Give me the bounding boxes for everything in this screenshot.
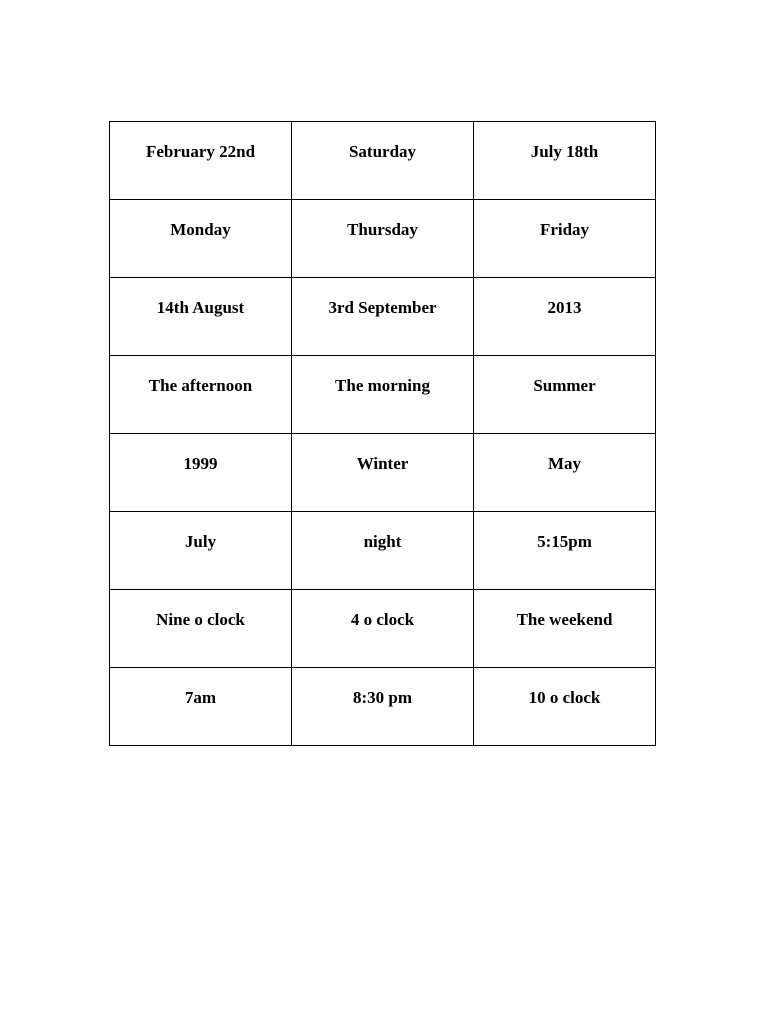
time-expressions-table bbox=[109, 121, 656, 746]
table-row bbox=[110, 590, 656, 668]
table-cell bbox=[474, 122, 656, 200]
table-cell bbox=[474, 512, 656, 590]
cell-text: July bbox=[184, 532, 217, 551]
table-cell bbox=[292, 668, 474, 746]
table-cell bbox=[110, 278, 292, 356]
table-cell bbox=[110, 356, 292, 434]
cell-text: May bbox=[547, 454, 582, 473]
cell-text: 8:30 pm bbox=[352, 688, 413, 707]
cell-text: 10 o clock bbox=[528, 688, 601, 707]
table-cell bbox=[292, 122, 474, 200]
cell-text: Winter bbox=[356, 454, 409, 473]
cell-text: Monday bbox=[170, 220, 231, 239]
cell-text: Nine o clock bbox=[156, 610, 245, 629]
table-cell bbox=[110, 668, 292, 746]
cell-text: February 22nd bbox=[145, 142, 256, 161]
table-row bbox=[110, 512, 656, 590]
table-cell bbox=[474, 668, 656, 746]
table-row bbox=[110, 278, 656, 356]
cell-text: Thursday bbox=[347, 220, 418, 239]
table-cell bbox=[292, 590, 474, 668]
cell-text: The weekend bbox=[516, 610, 613, 629]
table-cell bbox=[110, 434, 292, 512]
table-row bbox=[110, 356, 656, 434]
cell-text: 5:15pm bbox=[537, 532, 592, 551]
table-cell bbox=[292, 356, 474, 434]
cell-text: 2013 bbox=[547, 298, 582, 317]
table-cell bbox=[292, 434, 474, 512]
cell-text: 1999 bbox=[183, 454, 218, 473]
table-cell bbox=[474, 200, 656, 278]
cell-text: 3rd September bbox=[328, 298, 437, 317]
cell-text: The morning bbox=[335, 376, 430, 395]
table-cell bbox=[474, 590, 656, 668]
table-cell bbox=[474, 434, 656, 512]
table-cell bbox=[110, 512, 292, 590]
table-body bbox=[110, 122, 656, 746]
table-row bbox=[110, 200, 656, 278]
cell-text: The afternoon bbox=[148, 376, 253, 395]
table-cell bbox=[110, 122, 292, 200]
cell-text: Summer bbox=[533, 376, 596, 395]
table-cell bbox=[474, 356, 656, 434]
cell-text: July 18th bbox=[530, 142, 599, 161]
table-cell bbox=[292, 512, 474, 590]
table-cell bbox=[110, 590, 292, 668]
cell-text: 4 o clock bbox=[350, 610, 415, 629]
table-cell bbox=[110, 200, 292, 278]
cell-text: night bbox=[363, 532, 402, 551]
table-row bbox=[110, 434, 656, 512]
table-cell bbox=[292, 200, 474, 278]
table-cell bbox=[292, 278, 474, 356]
table-row bbox=[110, 668, 656, 746]
table-row bbox=[110, 122, 656, 200]
cell-text: 14th August bbox=[156, 298, 245, 317]
cell-text: Friday bbox=[539, 220, 590, 239]
table-cell bbox=[474, 278, 656, 356]
cell-text: 7am bbox=[184, 688, 217, 707]
cell-text: Saturday bbox=[348, 142, 417, 161]
